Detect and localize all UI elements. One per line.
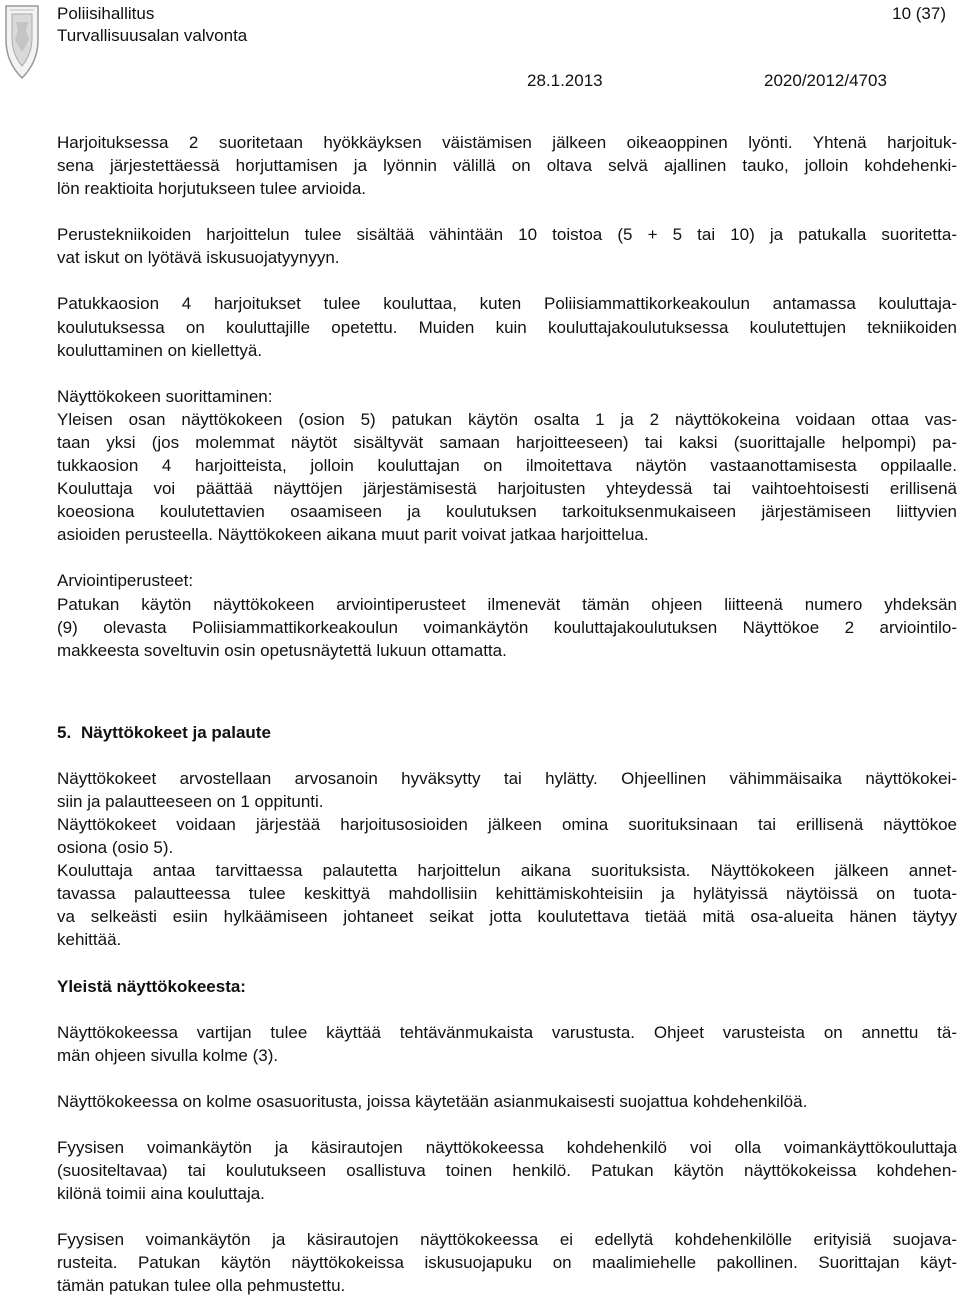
paragraph-label: Näyttökokeen suorittaminen:	[57, 386, 273, 406]
text-line: vat iskut on lyötävä iskusuojatyynyyn.	[57, 248, 340, 268]
text-line: va selkeästi esiin hylkäämiseen johtaneet seikat jotta koulutettava tietää mitä osa-alueita hänen täytyy	[57, 907, 957, 927]
text-line: Kouluttaja voi päättää näyttöjen järjestämisestä harjoitusten yhteydessä tai vaihtoehtoisesti erillisenä	[57, 479, 957, 499]
organization-name: Poliisihallitus	[57, 4, 155, 23]
text-line: Fyysisen voimankäytön ja käsirautojen näyttökokeessa kohdehenkilö voi olla voimankäyttökouluttaja	[57, 1137, 957, 1157]
text-line: Fyysisen voimankäytön ja käsirautojen näyttökokeessa ei edellytä kohdehenkilölle erityisiä suojava-	[57, 1230, 957, 1250]
paragraph-patukkaosio-4	[57, 292, 957, 361]
document-reference-number: 2020/2012/4703	[764, 71, 887, 90]
text-line: siin ja palautteeseen on 1 oppitunti.	[57, 791, 324, 811]
coat-of-arms-logo	[2, 0, 42, 82]
paragraph-kohdehenkilo	[57, 1136, 957, 1205]
text-line: rusteita. Patukan käytön näyttökokeissa iskusuojapuku on maalimiehelle pakollinen. Suorittajan käyt-	[57, 1253, 957, 1273]
text-line: tukkaosion 4 harjoitteista, jolloin kouluttajan on ilmoitettava näytön vastaanottamisesta oppilaalle.	[57, 456, 957, 476]
section-number: 5.	[57, 722, 72, 742]
text-line: asioiden perusteella. Näyttökokeen aikana muut parit voivat jatkaa harjoittelua.	[57, 525, 649, 545]
text-line: (9) olevasta Poliisiammattikorkeakoulun voimankäytön kouluttajakoulutuksen Näyttökoe 2 arviointilo-	[57, 617, 957, 637]
paragraph-arviointiperusteet	[57, 569, 957, 661]
text-line: Näyttökokeessa vartijan tulee käyttää tehtävänmukaista varustusta. Ohjeet varusteista on annettu tä-	[57, 1022, 957, 1042]
text-line: makkeesta soveltuvin osin opetusnäytettä lukuun ottamatta.	[57, 640, 507, 660]
text-line: Kouluttaja antaa tarvittaessa palautetta harjoittelun aikana suorituksista. Näyttökokeen jälkeen annet-	[57, 861, 957, 881]
text-line: tavassa palautteessa tulee keskittyä mahdollisiin kehittämiskohteisiin ja hylätyissä näytöissä on tuota-	[57, 884, 957, 904]
text-line: Yleisen osan näyttökokeen (osion 5) patukan käytön osalta 1 ja 2 näyttökokeina voidaan ottaa vas-	[57, 409, 957, 429]
section-title: Näyttökokeet ja palaute	[81, 722, 271, 742]
text-line: sena järjestettäessä horjuttamisen ja lyönnin välillä on oltava selvä ajallinen tauko, jolloin kohdehenki-	[57, 156, 957, 176]
paragraph-nayttokokeen-suorittaminen	[57, 385, 957, 547]
text-line: Näyttökokeet arvostellaan arvosanoin hyväksytty tai hylätty. Ohjeellinen vähimmäisaika näyttökokei-	[57, 768, 957, 788]
organization-unit: Turvallisuusalan valvonta	[57, 26, 248, 45]
document-body	[57, 131, 957, 1297]
text-line: män ohjeen sivulla kolme (3).	[57, 1045, 279, 1065]
text-line: Patukan käytön näyttökokeen arviointiperusteet ilmenevät tämän ohjeen liitteenä numero yhdeksän	[57, 594, 957, 614]
text-line: Perustekniikoiden harjoittelun tulee sisältää vähintään 10 toistoa (5 + 5 tai 10) ja patukalla suoritetta-	[57, 225, 957, 245]
text-line: tämän patukan tulee olla pehmustettu.	[57, 1276, 346, 1296]
text-line: kilönä toimii aina kouluttaja.	[57, 1184, 265, 1203]
text-line: koulutuksessa on kouluttajille opetettu. Muiden kuin kouluttajakoulutuksessa koulutettujen tekniikoiden	[57, 317, 957, 337]
text-line: osiona (osio 5).	[57, 838, 174, 858]
paragraph-osasuoritukset	[57, 1090, 957, 1113]
text-line: taan yksi (jos molemmat näytöt sisältyvät samaan harjoitteeseen) tai kaksi (suorittajalle helpompi) pa-	[57, 432, 957, 452]
paragraph-nayttokokeet-arvostelu	[57, 767, 957, 952]
text-line: Patukkaosion 4 harjoitukset tulee kouluttaa, kuten Poliisiammattikorkeakoulun antamassa kouluttaja-	[57, 294, 957, 314]
text-line: (suositeltavaa) tai koulutukseen osallistuva toinen henkilö. Patukan käytön näyttökokeissa kohdehen-	[57, 1160, 957, 1180]
document-date: 28.1.2013	[527, 71, 603, 90]
text-line: Näyttökokeet voidaan järjestää harjoitusosioiden jälkeen omina suorituksinaan tai erillisenä näyttökoe	[57, 814, 957, 834]
document-header-organization	[57, 3, 247, 47]
text-line: Harjoituksessa 2 suoritetaan hyökkäyksen väistämisen jälkeen oikeaoppinen lyönti. Yhtenä harjoituk-	[57, 133, 957, 152]
subsection-heading: Yleistä näyttökokeesta:	[57, 976, 246, 996]
paragraph-harjoitus-2	[57, 131, 957, 200]
text-line: kouluttaminen on kiellettyä.	[57, 340, 263, 360]
text-line: Näyttökokeessa on kolme osasuoritusta, joissa käytetään asianmukaisesti suojattua kohdehenkilöä.	[57, 1091, 808, 1111]
page-number: 10 (37)	[892, 4, 946, 23]
text-line: koeosiona koulutettavien osaamiseen ja koulutuksen tarkoituksenmukaiseen järjestämiseen liittyvien	[57, 502, 957, 522]
section-heading	[57, 721, 957, 744]
paragraph-suojavarusteet	[57, 1228, 957, 1297]
paragraph-varustus	[57, 1021, 957, 1067]
text-line: lön reaktioita horjutukseen tulee arvioida.	[57, 179, 367, 199]
text-line: kehittää.	[57, 930, 122, 950]
paragraph-perustekniikat	[57, 223, 957, 269]
paragraph-label: Arviointiperusteet:	[57, 571, 194, 591]
